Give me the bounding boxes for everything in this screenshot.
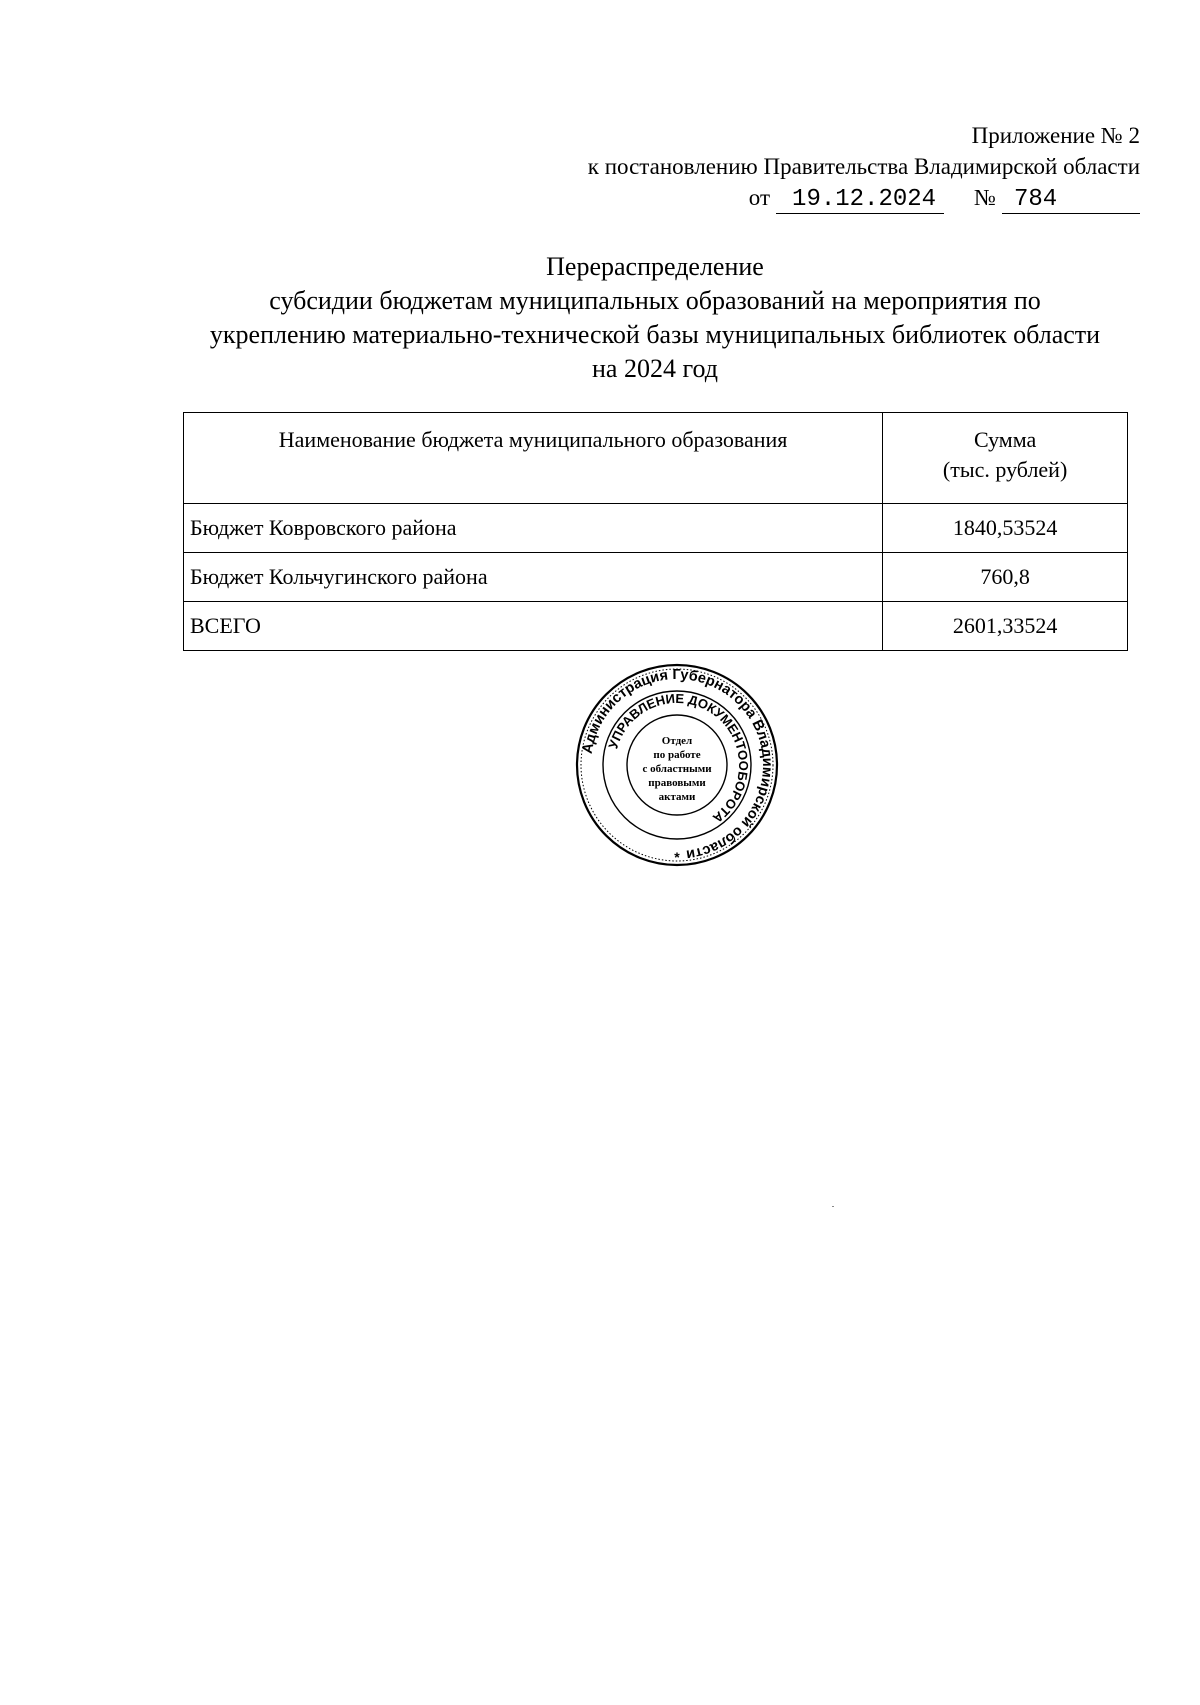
seal-star: * (674, 849, 680, 865)
number-label: № (974, 185, 996, 210)
table-header-row (184, 413, 1128, 504)
annex-date-number-row (440, 182, 1140, 214)
title-line-2: субсидии бюджетам муниципальных образований на мероприятия по (269, 286, 1041, 315)
title-line-1: Перераспределение (546, 252, 764, 281)
seal-outer-text: Администрация Губернатора Владимирской области (579, 666, 776, 863)
decree-number: 784 (1002, 187, 1140, 214)
header-sum-unit: (тыс. рублей) (942, 457, 1068, 482)
table-row (184, 504, 1128, 553)
sum-cell: 1840,53524 (883, 504, 1128, 553)
title-line-3: укреплению материально-технической базы муниципальных библиотек области (209, 320, 1101, 349)
title-line-4: на 2024 год (592, 354, 718, 383)
seal-center-text (642, 735, 712, 803)
annex-title: Приложение № 2 (971, 123, 1140, 148)
sum-cell: 760,8 (883, 553, 1128, 602)
total-sum-cell: 2601,33524 (883, 602, 1128, 651)
budget-name-cell: Бюджет Кольчугинского района (184, 553, 883, 602)
total-row (184, 602, 1128, 651)
header-budget-name: Наименование бюджета муниципального образования (184, 413, 883, 504)
document-title (170, 250, 1140, 386)
seal-inner-text: УПРАВЛЕНИЕ ДОКУМЕНТООБОРОТА (605, 690, 752, 826)
scan-speck (832, 1206, 834, 1207)
svg-text:Отдел: Отдел (661, 735, 693, 747)
annex-decree-reference: к постановлению Правительства Владимирской области (587, 154, 1140, 179)
subsidy-table (183, 412, 1128, 651)
svg-text:актами: актами (658, 791, 696, 803)
budget-name-cell: Бюджет Ковровского района (184, 504, 883, 553)
header-sum (883, 413, 1128, 504)
annex-header (440, 120, 1140, 214)
svg-text:правовыми: правовыми (648, 777, 706, 789)
decree-date: 19.12.2024 (776, 187, 944, 214)
total-label-cell: ВСЕГО (184, 602, 883, 651)
header-sum-title: Сумма (973, 427, 1037, 452)
svg-text:по работе: по работе (653, 749, 701, 761)
from-label: от (748, 185, 771, 210)
table-row (184, 553, 1128, 602)
svg-text:с областными: с областными (642, 763, 712, 775)
official-seal (572, 660, 782, 870)
seal-graphic (572, 660, 782, 870)
